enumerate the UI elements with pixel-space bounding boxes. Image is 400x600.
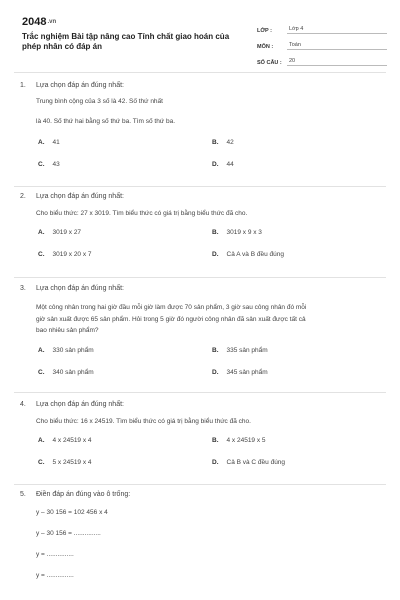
meta-subject: MÔN : Toán <box>257 34 387 50</box>
question-1 <box>20 82 380 179</box>
question-5 <box>20 491 380 581</box>
equation-line: y – 30 156 = 102 456 x 4 <box>36 509 108 516</box>
options-group <box>36 437 380 477</box>
question-4 <box>20 401 380 477</box>
option-d[interactable]: D. 345 sản phẩm <box>212 368 268 376</box>
option-c[interactable]: C. 43 <box>38 161 60 168</box>
document-title: Trắc nghiệm Bài tập nâng cao Tính chất giao hoán của phép nhân có đáp án <box>22 32 230 51</box>
options-group <box>36 229 380 269</box>
worksheet-header <box>14 12 386 70</box>
question-divider <box>14 392 386 393</box>
question-divider <box>14 186 386 187</box>
answer-line[interactable]: y – 30 156 = ............... <box>36 530 101 537</box>
option-a[interactable]: A. 41 <box>38 139 60 146</box>
question-prompt: Lựa chọn đáp án đúng nhất: <box>36 285 124 292</box>
question-body: Cho biểu thức: 27 x 3019. Tìm biểu thức có giá trị bằng biểu thức đã cho. <box>36 210 248 217</box>
option-b[interactable]: B. 4 x 24519 x 5 <box>212 437 266 444</box>
question-number: 4. <box>20 401 26 408</box>
question-prompt: Điền đáp án đúng vào ô trống: <box>36 491 131 498</box>
meta-class: LỚP : Lớp 4 <box>257 18 387 34</box>
option-c[interactable]: C. 3019 x 20 x 7 <box>38 251 92 258</box>
question-number: 1. <box>20 82 26 89</box>
question-prompt: Lựa chọn đáp án đúng nhất: <box>36 193 124 200</box>
header-divider <box>14 72 386 73</box>
option-b[interactable]: B. 3019 x 9 x 3 <box>212 229 262 236</box>
options-group <box>36 347 380 387</box>
meta-question-count: SỐ CÂU : 20 <box>257 50 387 66</box>
answer-line[interactable]: y = ............... <box>36 551 74 558</box>
option-a[interactable]: A. 4 x 24519 x 4 <box>38 437 92 444</box>
option-c[interactable]: C. 5 x 24519 x 4 <box>38 459 92 466</box>
question-number: 5. <box>20 491 26 498</box>
option-d[interactable]: D. Cả B và C đều đúng <box>212 459 286 466</box>
question-number: 2. <box>20 193 26 200</box>
option-b[interactable]: B. 42 <box>212 139 234 146</box>
question-2 <box>20 193 380 269</box>
answer-line[interactable]: y = ............... <box>36 572 74 579</box>
question-body: Cho biểu thức: 16 x 24519. Tìm biểu thức có giá trị bằng biểu thức đã cho. <box>36 418 251 425</box>
question-prompt: Lựa chọn đáp án đúng nhất: <box>36 82 124 89</box>
question-divider <box>14 277 386 278</box>
question-prompt: Lựa chọn đáp án đúng nhất: <box>36 401 124 408</box>
question-divider <box>14 484 386 485</box>
option-b[interactable]: B. 335 sản phẩm <box>212 346 268 354</box>
option-d[interactable]: D. Cả A và B đều đúng <box>212 251 284 258</box>
option-c[interactable]: C. 340 sản phẩm <box>38 368 94 376</box>
question-body: Một công nhân trong hai giờ đầu mỗi giờ làm được 70 sản phẩm, 3 giờ sau công nhân đó mỗi giờ sản xuất được 65 sản phẩm. Hỏi trong 5 giờ đó người công nhân đã sản xuất được tất cả bao nhiêu sản phẩm? <box>36 304 307 334</box>
option-a[interactable]: A. 3019 x 27 <box>38 229 82 236</box>
question-3 <box>20 285 380 387</box>
options-group <box>36 139 380 179</box>
question-body: Trung bình cộng của 3 số là 42. Số thứ nhất là 40. Số thứ hai bằng số thứ ba. Tìm số thứ ba. <box>36 98 176 125</box>
question-number: 3. <box>20 285 26 292</box>
site-logo: 2048.vn <box>22 16 57 28</box>
option-a[interactable]: A. 330 sản phẩm <box>38 346 94 354</box>
question-body <box>36 508 380 581</box>
meta-block <box>257 18 387 66</box>
option-d[interactable]: D. 44 <box>212 161 234 168</box>
